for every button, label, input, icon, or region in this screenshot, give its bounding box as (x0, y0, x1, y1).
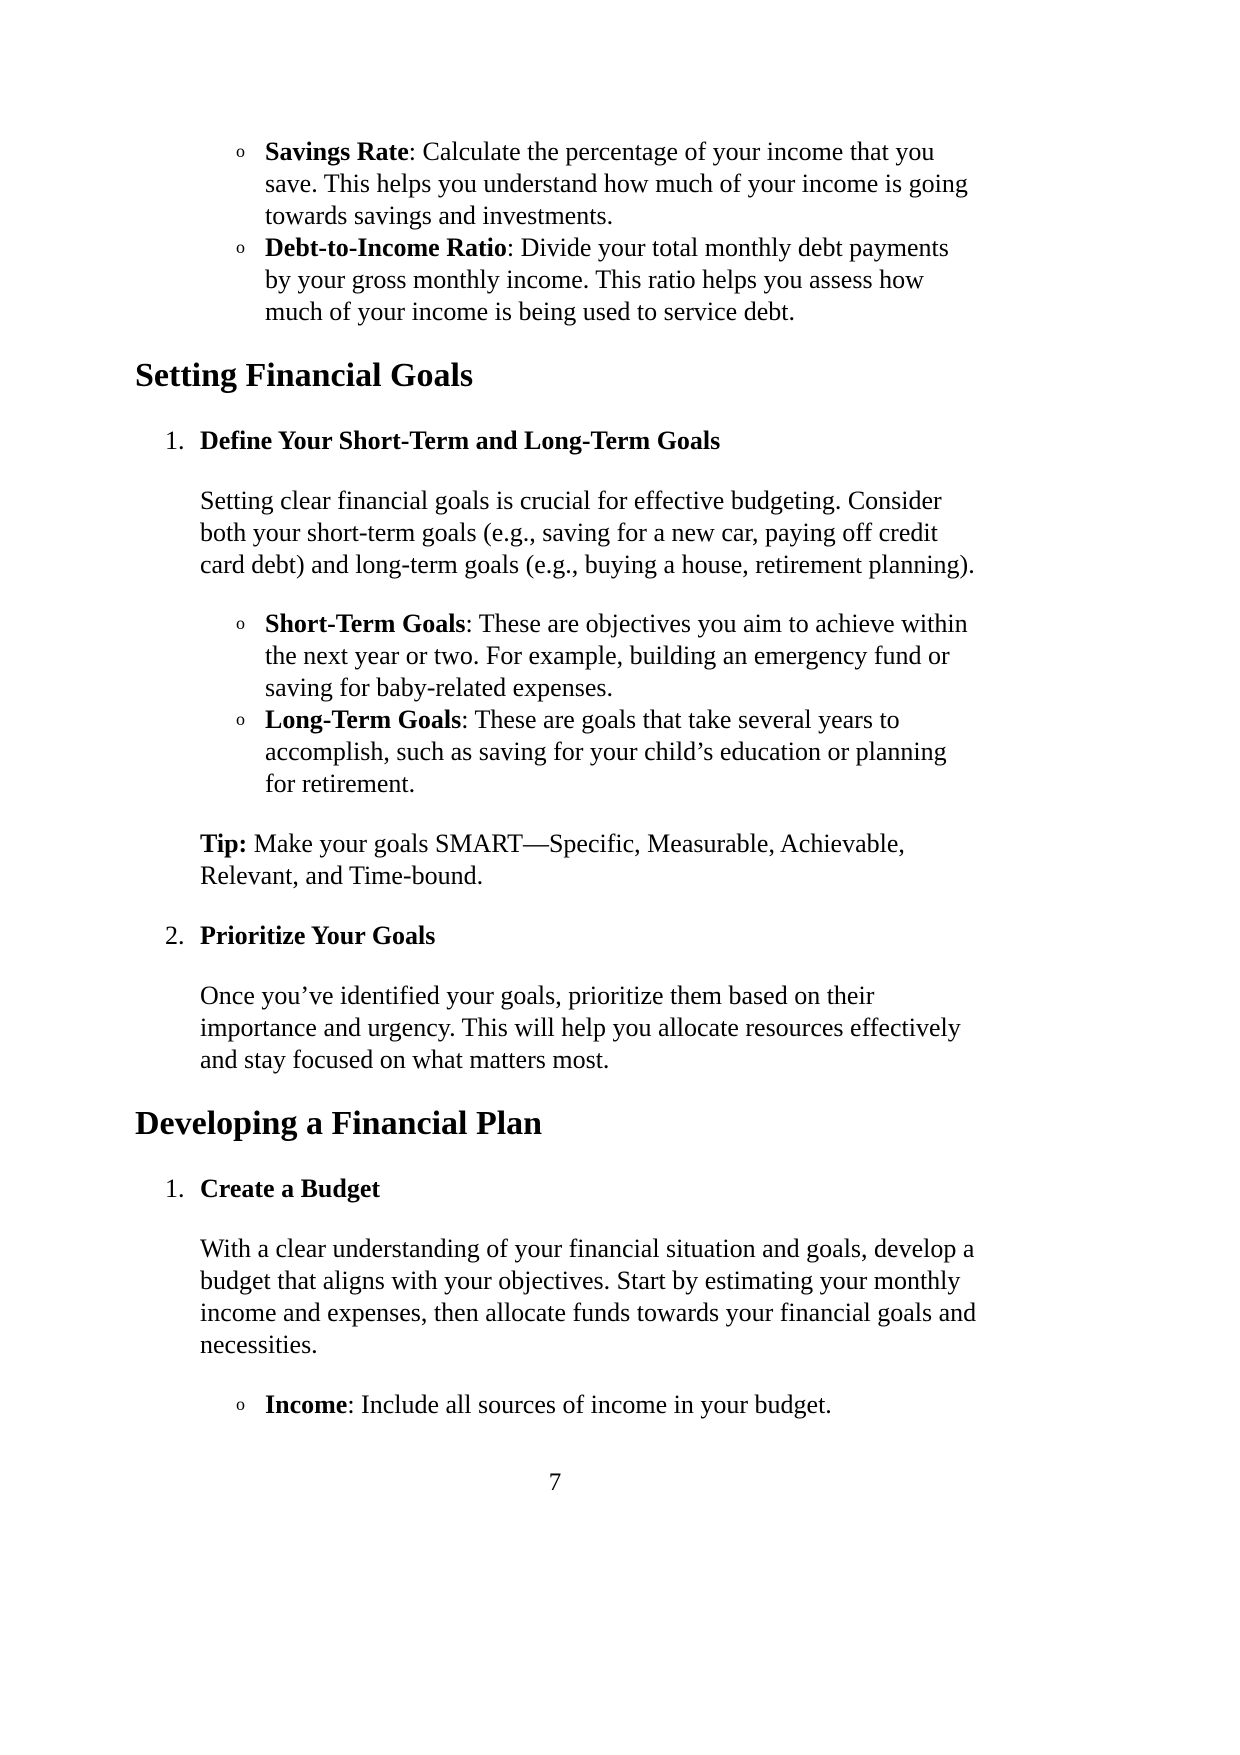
bullet-marker: o (236, 709, 245, 730)
financial-metrics-bullet-list (135, 136, 980, 328)
bullet-text (265, 233, 949, 326)
bullet-text (265, 705, 947, 798)
item-number: 1. (165, 1173, 185, 1203)
item-title: Create a Budget (200, 1173, 381, 1203)
item-title: Prioritize Your Goals (200, 921, 436, 951)
bullet-term: Long-Term Goals (265, 705, 462, 735)
bullet-text (265, 609, 968, 702)
numbered-item-define-goals (135, 425, 980, 457)
paragraph-create-budget: With a clear understanding of your financial situation and goals, develop a budget that aligns with your objectives. Start by estimating your monthly income and expenses, then allocate funds towards your financial goals and necessities. (200, 1233, 977, 1359)
tip-paragraph (200, 828, 980, 892)
bullet-rest: : These are goals that take several years to accomplish, such as saving for your child’s education or planning for retirement. (265, 705, 947, 799)
list-item-debt-to-income (135, 232, 980, 328)
item-number: 2. (165, 921, 185, 951)
goals-bullet-list (135, 608, 980, 800)
bullet-marker: o (236, 1393, 245, 1414)
bullet-term: Savings Rate (265, 137, 409, 166)
bullet-term: Income (265, 1389, 348, 1419)
bullet-text (265, 1390, 832, 1419)
list-item-short-term-goals (135, 608, 980, 704)
page-number: 7 (548, 1469, 562, 1496)
list-item-income (135, 1389, 980, 1421)
bullet-rest: : These are objectives you aim to achieve within the next year or two. For example, building an emergency fund or saving for baby-related expenses. (265, 609, 968, 703)
bullet-marker: o (236, 236, 245, 257)
list-item-savings-rate (135, 136, 980, 232)
bullet-term: Debt-to-Income Ratio (265, 232, 507, 262)
numbered-item-create-budget (135, 1173, 980, 1205)
numbered-item-prioritize-goals (135, 920, 980, 952)
tip-label: Tip: (200, 829, 248, 859)
bullet-marker: o (236, 613, 245, 634)
budget-bullet-list (135, 1389, 980, 1421)
bullet-term: Short-Term Goals (265, 609, 466, 639)
page-content (135, 136, 980, 1421)
bullet-marker: o (236, 141, 245, 161)
item-title: Define Your Short-Term and Long-Term Goals (200, 425, 721, 455)
section-heading-developing-financial-plan: Developing a Financial Plan (135, 1105, 543, 1143)
list-item-long-term-goals (135, 704, 980, 800)
bullet-rest: : Calculate the percentage of your income that you save. This helps you understand how much of your income is going towards savings and investments. (265, 137, 968, 230)
paragraph-define-goals: Setting clear financial goals is crucial for effective budgeting. Consider both your short-term goals (e.g., saving for a new car, paying off credit card debt) and long-term goals (e.g., buying a house, retirement planning). (200, 485, 975, 579)
bullet-rest: : Include all sources of income in your budget. (347, 1389, 832, 1419)
section-heading-setting-financial-goals: Setting Financial Goals (135, 356, 474, 394)
bullet-text (265, 137, 968, 230)
tip-text: Make your goals SMART—Specific, Measurable, Achievable, Relevant, and Time-bound. (200, 829, 905, 891)
paragraph-prioritize-goals: Once you’ve identified your goals, prioritize them based on their importance and urgency. This will help you allocate resources effectively and stay focused on what matters most. (200, 981, 961, 1075)
item-number: 1. (165, 425, 185, 455)
bullet-rest: : Divide your total monthly debt payments by your gross monthly income. This ratio helps you assess how much of your income is being used to service debt. (265, 232, 949, 326)
